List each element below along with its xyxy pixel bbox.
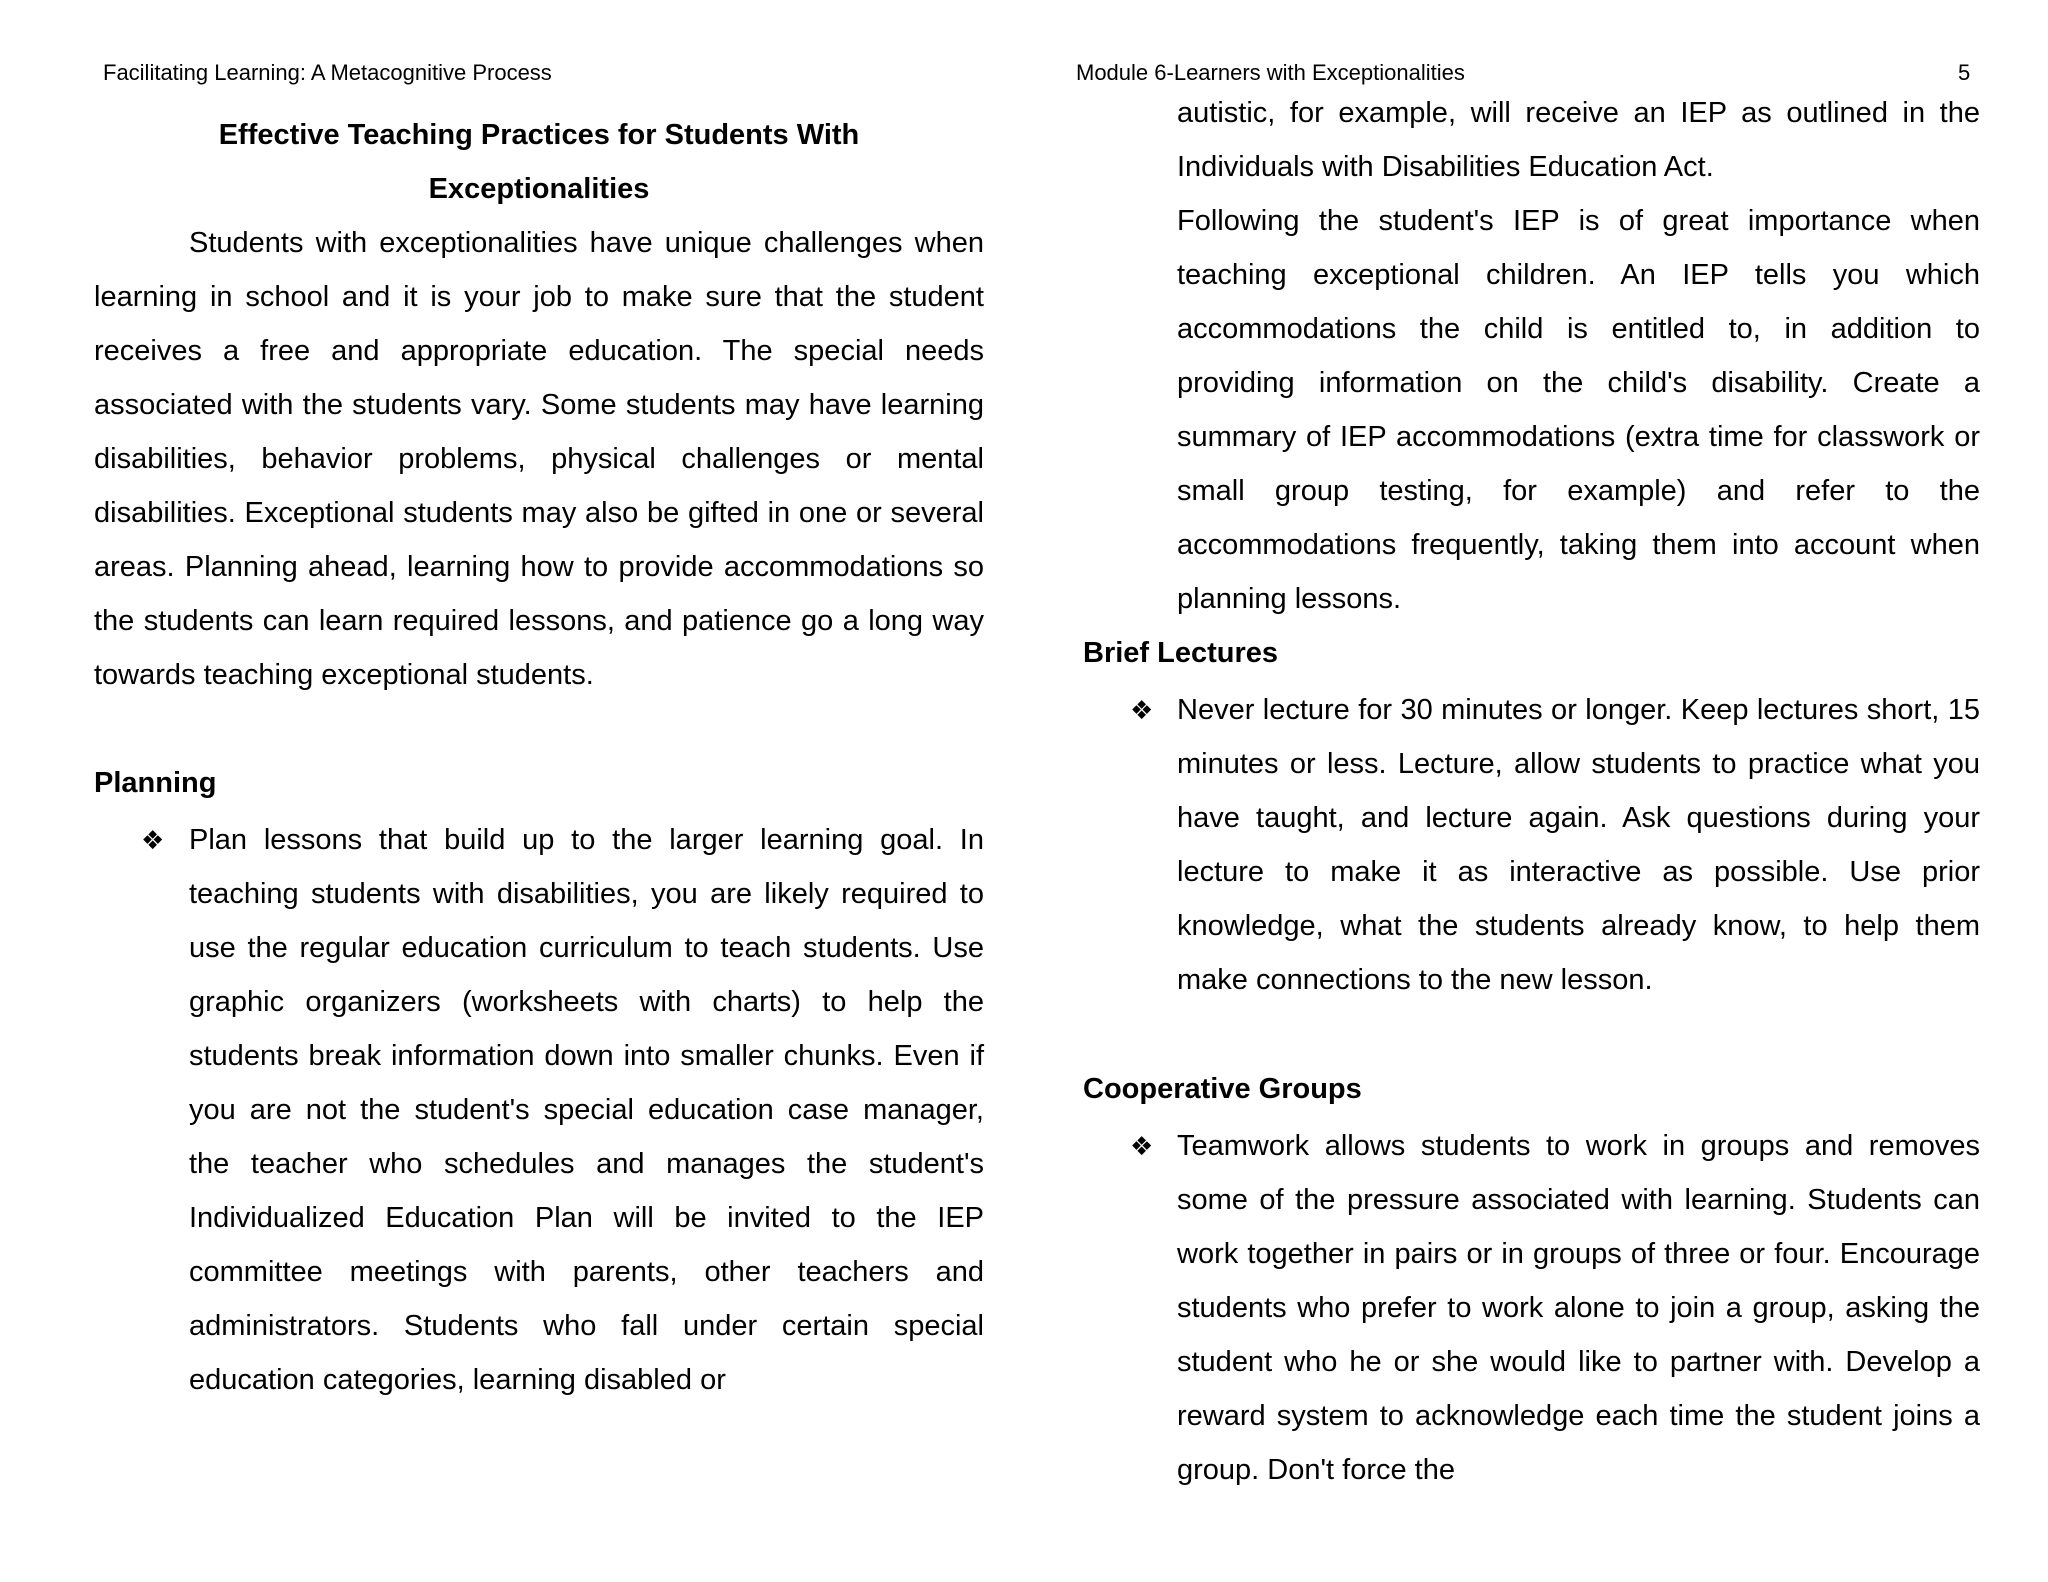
article-title-line-2: Exceptionalities — [428, 173, 650, 205]
diamond-bullet-icon: ❖ — [1130, 1131, 1154, 1161]
planning-heading: Planning — [94, 767, 217, 799]
cooperative-groups-heading: Cooperative Groups — [1083, 1073, 1362, 1105]
diamond-bullet-icon: ❖ — [1130, 695, 1154, 725]
left-running-head: Facilitating Learning: A Metacognitive Process — [103, 60, 552, 85]
page-number: 5 — [1958, 60, 1971, 85]
brief-lectures-bullet-text: Never lecture for 30 minutes or longer. Keep lectures short, 15 minutes or less. Lecture, allow students to practice what you have taught, and lecture again. Ask questions during your lecture to make it as interactive as possible. Use prior knowledge, what the students already know, to help them make connections to the new lesson. — [1177, 694, 1980, 996]
intro-paragraph: Students with exceptionalities have unique challenges when learning in school and it is your job to make sure that the student receives a free and appropriate education. The special needs associated with the students vary. Some students may have learning disabilities, behavior problems, physical challenges or mental disabilities. Exceptional students may also be gifted in one or several areas. Planning ahead, learning how to provide accommodations so the students can learn required lessons, and patience go a long way towards teaching exceptional students. — [94, 227, 984, 691]
cooperative-groups-bullet-text: Teamwork allows students to work in groups and removes some of the pressure associated with learning. Students can work together in pairs or in groups of three or four. Encourage students who prefer to work alone to join a group, asking the student who he or she would like to partner with. Develop a reward system to acknowledge each time the student joins a group. Don't force the — [1177, 1130, 1980, 1486]
brief-lectures-heading: Brief Lectures — [1083, 637, 1279, 669]
article-title-line-1: Effective Teaching Practices for Students With — [218, 119, 860, 151]
right-running-head: Module 6-Learners with Exceptionalities — [1076, 60, 1465, 85]
planning-bullet-text: Plan lessons that build up to the larger learning goal. In teaching students with disabilities, you are likely required to use the regular education curriculum to teach students. Use graphic organizers (worksheets with charts) to help the students break information down into smaller chunks. Even if you are not the student's special education case manager, the teacher who schedules and manages the student's Individualized Education Plan will be invited to the IEP committee meetings with parents, other teachers and administrators. Students who fall under certain special education categories, learning disabled or — [189, 824, 984, 1396]
iep-paragraph: Following the student's IEP is of great importance when teaching exceptional children. An IEP tells you which accommodations the child is entitled to, in addition to providing information on the child's disability. Create a summary of IEP accommodations (extra time for classwork or small group testing, for example) and refer to the accommodations frequently, taking them into account when planning lessons. — [1177, 205, 1980, 615]
continued-text: autistic, for example, will receive an IEP as outlined in the Individuals with Disabilities Education Act. — [1177, 97, 1980, 183]
diamond-bullet-icon: ❖ — [141, 825, 165, 855]
